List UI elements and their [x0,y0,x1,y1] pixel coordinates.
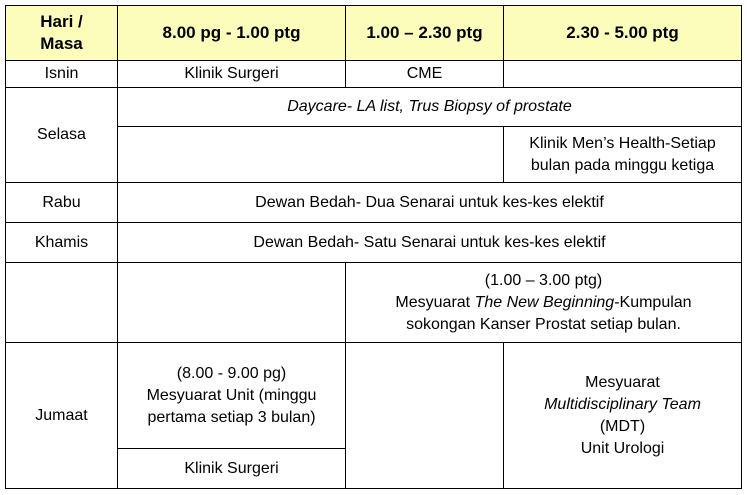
row-isnin [6,61,742,88]
meeting-slot1-empty [118,263,346,343]
isnin-slot1: Klinik Surgeri [118,61,346,88]
day-rabu: Rabu [6,183,118,223]
selasa-mens-health-line2: bulan pada minggu ketiga [530,156,715,174]
header-slot2: 1.00 – 2.30 ptg [346,6,504,61]
day-isnin: Isnin [6,61,118,88]
selasa-daycare: Daycare- LA list, Trus Biopsy of prostate [118,88,742,127]
selasa-mens-health-line1: Klinik Men’s Health-Setiap [529,134,716,152]
jumaat-unit-line1: Mesyuarat Unit (minggu [146,386,317,404]
meeting-time: (1.00 – 3.00 ptg) [484,271,603,289]
header-day-line1: Hari / [40,12,83,31]
jumaat-unit-meeting [118,343,346,449]
row-jumaat-1 [6,343,742,449]
selasa-mens-health [504,127,742,183]
day-selasa: Selasa [6,88,118,183]
row-meeting [6,263,742,343]
rabu-surgery: Dewan Bedah- Dua Senarai untuk kes-kes elektif [118,183,742,223]
meeting-line2 [350,292,737,314]
day-jumaat: Jumaat [6,343,118,489]
row-khamis [6,223,742,263]
jumaat-unit-line2: pertama setiap 3 bulan) [147,408,316,426]
jumaat-slot2-empty [346,343,504,489]
header-slot3: 2.30 - 5.00 ptg [504,6,742,61]
header-day [6,6,118,61]
jumaat-mdt [504,343,742,489]
jumaat-unit-time: (8.00 - 9.00 pg) [176,364,287,382]
jumaat-mdt-line3: (MDT) [599,417,646,435]
jumaat-clinic: Klinik Surgeri [118,449,346,489]
meeting-suffix: -Kumpulan [614,293,692,311]
header-day-line2: Masa [40,34,83,53]
jumaat-mdt-line4: Unit Urologi [580,439,665,457]
meeting-new-beginning [346,263,742,343]
header-slot1: 8.00 pg - 1.00 ptg [118,6,346,61]
meeting-prefix: Mesyuarat [395,293,475,311]
meeting-line3: sokongan Kanser Prostat setiap bulan. [406,315,681,333]
meeting-day-empty [6,263,118,343]
meeting-name: The New Beginning [474,293,615,311]
jumaat-mdt-line2: Multidisciplinary Team [544,395,701,413]
isnin-slot2: CME [346,61,504,88]
header-row [6,6,742,61]
khamis-surgery: Dewan Bedah- Satu Senarai untuk kes-kes elektif [118,223,742,263]
row-selasa-1 [6,88,742,127]
jumaat-mdt-line1: Mesyuarat [585,373,660,391]
isnin-slot3 [504,61,742,88]
row-rabu [6,183,742,223]
day-khamis: Khamis [6,223,118,263]
selasa-empty [118,127,504,183]
schedule-table [5,5,742,489]
